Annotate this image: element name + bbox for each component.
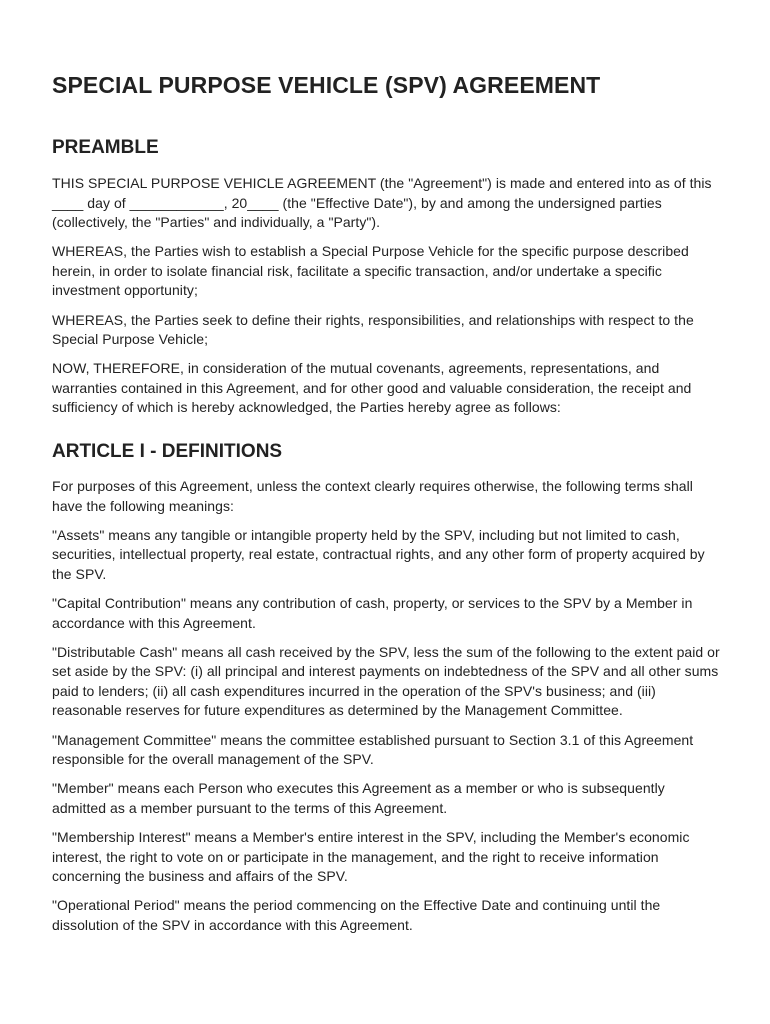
definition-assets: "Assets" means any tangible or intangible property held by the SPV, including but not limited to cash, securities, intellectual property, real estate, contractual rights, and any other form of property acquired by the SPV. bbox=[52, 526, 705, 582]
preamble-paragraph: WHEREAS, the Parties wish to establish a Special Purpose Vehicle for the specific purpose described herein, in order to isolate financial risk, facilitate a specific transaction, and/or undertake a specific investment opportunity; bbox=[52, 243, 689, 299]
definition-membership-interest: "Membership Interest" means a Member's entire interest in the SPV, including the Member's economic interest, the right to vote on or participate in the management, and the right to receive information concerning the business and affairs of the SPV. bbox=[52, 828, 690, 885]
definition-operational-period: "Operational Period" means the period commencing on the Effective Date and continuing until the dissolution of the SPV in accordance with this Agreement. bbox=[52, 897, 661, 933]
preamble-paragraph: WHEREAS, the Parties seek to define their rights, responsibilities, and relationships with respect to the Special Purpose Vehicle; bbox=[52, 311, 694, 348]
definition-management-committee: "Management Committee" means the committee established pursuant to Section 3.1 of this Agreement responsible for the overall management of the SPV. bbox=[52, 731, 694, 768]
definition-distributable-cash: "Distributable Cash" means all cash received by the SPV, less the sum of the following to the extent paid or set aside by the SPV: (i) all principal and interest payments on indebtedness of the SPV and all other sums paid to lenders; (ii) all cash expenditures incurred in the operation of the SPV's business; and (iii) reasonable reserves for future expenditures as determined by the Management Committee. bbox=[52, 643, 720, 719]
document-title: SPECIAL PURPOSE VEHICLE (SPV) AGREEMENT bbox=[52, 72, 601, 98]
preamble-paragraph: THIS SPECIAL PURPOSE VEHICLE AGREEMENT (the "Agreement") is made and entered into as of this ____ day of ____________, 20____ (the "Effective Date"), by and among the undersigned parties (collectively, the "Parties" and individually, a "Party"). bbox=[52, 175, 712, 231]
article-1-section bbox=[52, 440, 722, 935]
definition-capital-contribution: "Capital Contribution" means any contribution of cash, property, or services to the SPV by a Member in accordance with this Agreement. bbox=[52, 595, 693, 631]
preamble-heading: PREAMBLE bbox=[52, 137, 159, 158]
article-1-heading: ARTICLE I - DEFINITIONS bbox=[52, 441, 283, 463]
definitions-intro-paragraph: For purposes of this Agreement, unless the context clearly requires otherwise, the following terms shall have the following meanings: bbox=[52, 478, 693, 514]
definition-member: "Member" means each Person who executes this Agreement as a member or who is subsequently admitted as a member pursuant to the terms of this Agreement. bbox=[52, 780, 665, 816]
document-page bbox=[52, 70, 722, 945]
preamble-paragraph: NOW, THEREFORE, in consideration of the mutual covenants, agreements, representations, and warranties contained in this Agreement, and for other good and valuable consideration, the receipt and sufficiency of which is hereby acknowledged, the Parties hereby agree as follows: bbox=[52, 360, 692, 416]
preamble-section bbox=[52, 136, 722, 418]
